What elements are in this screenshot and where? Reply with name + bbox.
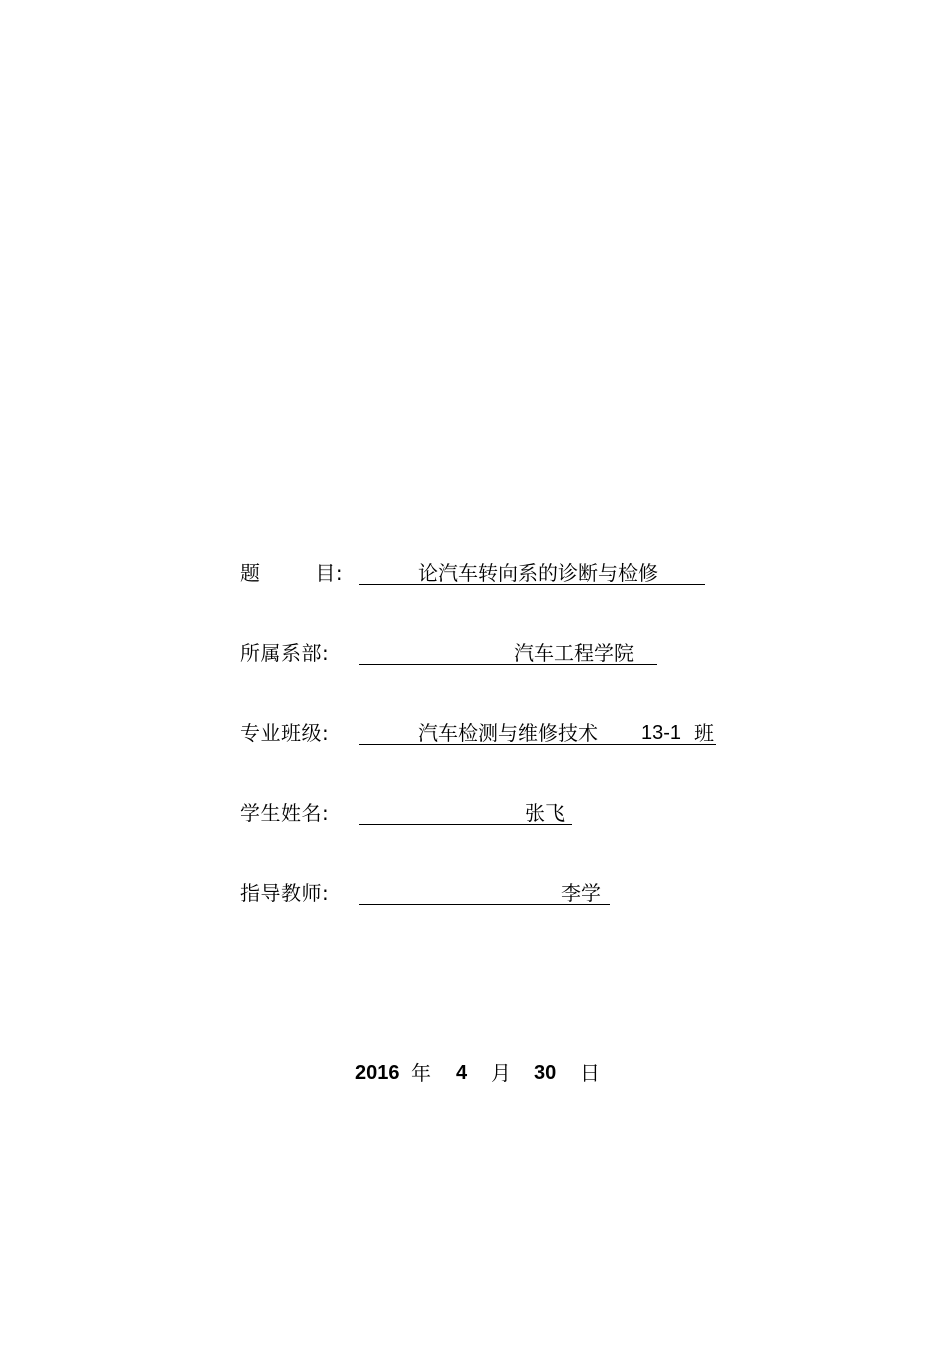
advisor-value-line [359,878,610,905]
student-value: 张飞 [525,801,565,825]
date-day-unit: 日 [580,1061,600,1085]
department-label: 所属系部: [240,641,330,665]
title-value: 论汽车转向系的诊断与检修 [418,561,658,585]
date-year: 2016 [355,1062,400,1084]
class-number: 13-1 [641,722,682,744]
class-value-line [359,718,716,745]
advisor-label: 指导教师: [240,881,330,905]
class-row [0,718,950,748]
class-value: 汽车检测与维修技术 [418,721,598,745]
department-row [0,638,950,668]
student-label: 学生姓名: [240,801,330,825]
advisor-value: 李学 [561,881,601,905]
department-value: 汽车工程学院 [514,641,634,665]
date-line [0,1058,950,1088]
class-suffix: 班 [694,721,714,745]
class-label: 专业班级: [240,721,330,745]
department-value-line [359,638,657,665]
date-year-unit: 年 [411,1061,431,1085]
title-row [0,558,950,588]
title-label: 题 目: [240,561,344,585]
date-month-unit: 月 [491,1061,511,1085]
title-value-line [359,558,705,585]
advisor-row [0,878,950,908]
student-row [0,798,950,828]
date-day: 30 [534,1062,557,1084]
student-value-line [359,798,572,825]
date-month: 4 [456,1062,468,1084]
